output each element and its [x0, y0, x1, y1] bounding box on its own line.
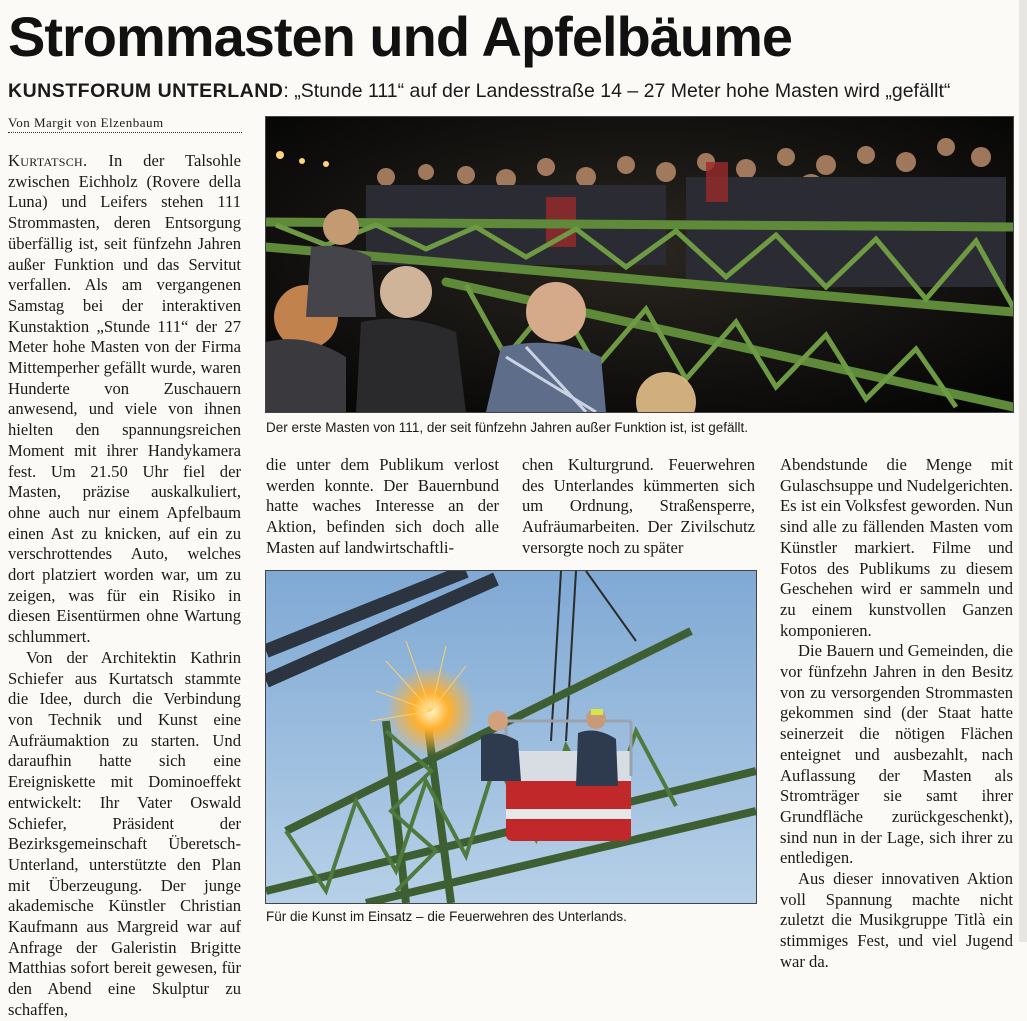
article-column-3 — [522, 455, 755, 559]
article-column-2 — [266, 455, 499, 559]
subhead — [8, 78, 1018, 104]
photo-fallen-mast-crowd — [265, 116, 1014, 413]
article-column-4 — [780, 455, 1013, 973]
firefighters-illustration — [266, 571, 756, 903]
page-edge — [1019, 0, 1027, 942]
article-paragraph: die unter dem Publikum verlost werden konnte. Der Bauernbund hatte waches Interesse an der Aktion, befinden sich doch alle Masten auf landwirtschaftli- — [266, 455, 499, 557]
article-paragraph — [8, 151, 241, 648]
article-paragraph: chen Kulturgrund. Feuerwehren des Unterlandes kümmerten sich um Ordnung, Straßensperre, Aufräumarbeiten. Der Zivilschutz versorgte noch zu später — [522, 455, 755, 557]
headline: Strommasten und Apfelbäume — [8, 5, 793, 68]
photo-caption: Für die Kunst im Einsatz – die Feuerwehren des Unterlands. — [266, 909, 627, 924]
subhead-text: : „Stunde 111“ auf der Landesstraße 14 – 27 Meter hohe Masten wird „gefällt“ — [283, 80, 951, 102]
paragraph-text: In der Talsohle zwischen Eichholz (Rovere della Luna) und Leifers stehen 111 Strommasten, deren Entsorgung überfällig ist, seit fünfzehn Jahren außer Funktion und das Servitut verfallen. Als am vergangenen Samstag bei der interaktiven Kunstaktion „Stunde 111“ der 27 Meter hohe Masten von der Firma Mittemperher gefällt wurde, waren Hunderte von Zuschauern anwesend, und viele von ihnen hielten den spannungsreichen Moment mit ihrer Handykamera fest. Um 21.50 Uhr fiel der Masten, präzise auskalkuliert, ohne auch nur einem Apfelbaum einen Ast zu knicken, auf ein zu verschrottendes Auto, welches dort platziert worden war, um zu zeigen, was für ein Risiko in diesen Eisentürmen ohne Wartung schlummert. — [8, 151, 241, 647]
article-paragraph: Die Bauern und Gemeinden, die vor fünfzehn Jahren in den Besitz von zu versorgenden Strommasten gekommen sind (der Staat hatte seinerzeit die nötigen Flächen enteignet und ausbezahlt, nach Auflassung der Masten als Stromträger sie samt ihrer Grundfläche zurückgeschenkt), sind nun in der Lage, sich ihrer zu entledigen. — [780, 641, 1013, 868]
byline: Von Margit von Elzenbaum — [8, 115, 242, 133]
subhead-kicker: KUNSTFORUM UNTERLAND — [8, 80, 284, 102]
photo-firefighters-cutting-mast — [265, 570, 757, 904]
crowd-night-illustration — [266, 117, 1013, 412]
article-column-1 — [8, 151, 241, 1021]
dateline: Kurtatsch. — [8, 151, 88, 170]
article-paragraph: Abendstunde die Menge mit Gulaschsuppe und Nudelgerichten. Es ist ein Volksfest geworden. Nun sind alle zu fällenden Masten vom Künstler markiert. Filme und Fotos des Publikums zu diesem Geschehen wird er sammeln und zu einem kunstvollen Ganzen komponieren. — [780, 455, 1013, 640]
article-paragraph: Aus dieser innovativen Aktion voll Spannung machte nicht zuletzt die Musikgruppe Titlà ein stimmiges Fest, und viel Jugend war da. — [780, 869, 1013, 971]
article-paragraph: Von der Architektin Kathrin Schiefer aus Kurtatsch stammte die Idee, durch die Verbindung von Technik und Kunst eine Aufräumaktion zu starten. Und daraufhin hatte sich eine Ereigniskette mit Dominoeffekt entwickelt: Ihr Vater Oswald Schiefer, Präsident der Bezirksgemeinschaft Überetsch-Unterland, unterstützte den Plan mit Überzeugung. Der junge akademische Künstler Christian Kaufmann aus Margreid war auf Anfrage der Galeristin Brigitte Matthias sofort bereit gewesen, für den Abend eine Skulptur zu schaffen, — [8, 647, 241, 1019]
photo-caption: Der erste Masten von 111, der seit fünfzehn Jahren außer Funktion ist, ist gefällt. — [266, 420, 748, 435]
